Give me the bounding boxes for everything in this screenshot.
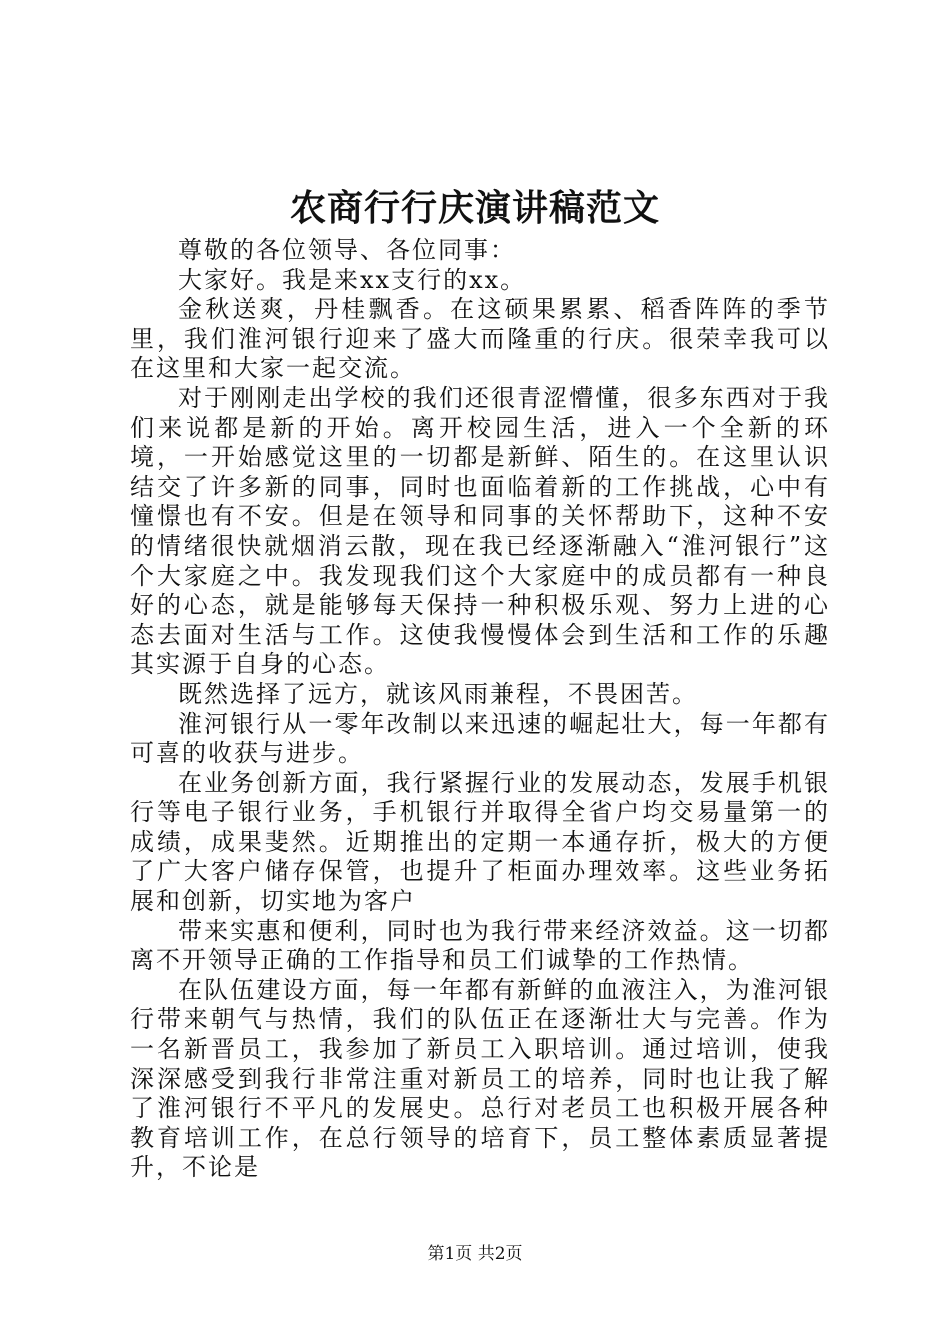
paragraph: 在业务创新方面，我行紧握行业的发展动态，发展手机银行等电子银行业务，手机银行并取得全省户均交易量第一的成绩，成果斐然。近期推出的定期一本通存折，极大的方便了广大客户储存保管，也提升了柜面办理效率。这些业务拓展和创新，切实地为客户 [130,768,830,916]
paragraph-greeting: 大家好。我是来xx支行的xx。 [178,265,527,294]
paragraph: 金秋送爽，丹桂飘香。在这硕果累累、稻香阵阵的季节里，我们淮河银行迎来了盛大而隆重的行庆。很荣幸我可以在这里和大家一起交流。 [130,295,830,383]
paragraph: 既然选择了远方，就该风雨兼程，不畏困苦。 [178,679,698,708]
paragraph: 带来实惠和便利，同时也为我行带来经济效益。这一切都离不开领导正确的工作指导和员工们诚挚的工作热情。 [130,916,830,975]
document-title: 农商行行庆演讲稿范文 [289,187,660,229]
paragraph: 在队伍建设方面，每一年都有新鲜的血液注入，为淮河银行带来朝气与热情，我们的队伍正在逐渐壮大与完善。作为一名新晋员工，我参加了新员工入职培训。通过培训，使我深深感受到我行非常注重对新员工的培养，同时也让我了解了淮河银行不平凡的发展史。总行对老员工也积极开展各种教育培训工作，在总行领导的培育下，员工整体素质显著提升，不论是 [130,975,830,1182]
paragraph: 对于刚刚走出学校的我们还很青涩懵懂，很多东西对于我们来说都是新的开始。离开校园生活，进入一个全新的环境，一开始感觉这里的一切都是新鲜、陌生的。在这里认识结交了许多新的同事，同时也面临着新的工作挑战，心中有憧憬也有不安。但是在领导和同事的关怀帮助下，这种不安的情绪很快就烟消云散，现在我已经逐渐融入“淮河银行”这个大家庭之中。我发现我们这个大家庭中的成员都有一种良好的心态，就是能够每天保持一种积极乐观、努力上进的心态去面对生活与工作。这使我慢慢体会到生活和工作的乐趣其实源于自身的心态。 [130,383,830,679]
paragraph-salutation: 尊敬的各位领导、各位同事： [178,236,516,264]
document-body [130,236,830,1183]
page-number-footer: 第1页 共2页 [427,1244,523,1264]
paragraph: 淮河银行从一零年改制以来迅速的崛起壮大，每一年都有可喜的收获与进步。 [130,709,830,768]
